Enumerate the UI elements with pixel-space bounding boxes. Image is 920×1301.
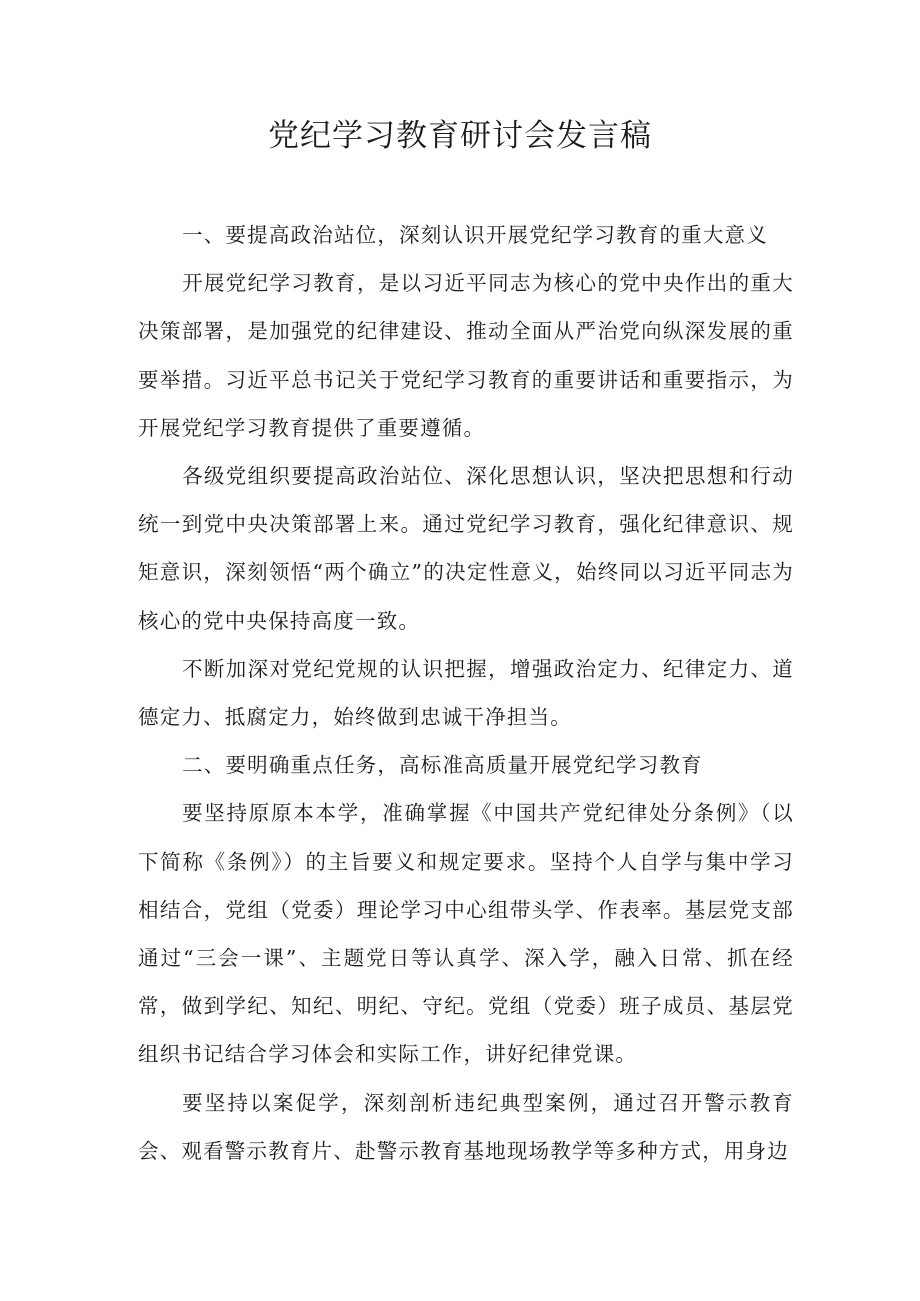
paragraph: 要坚持原原本本学，准确掌握《中国共产党纪律处分条例》（以下简称《条例》）的主旨要义和规定要求。坚持个人自学与集中学习相结合，党组（党委）理论学习中心组带头学、作表率。基层党支部通过“三会一课”、主题党日等认真学、深入学，融入日常、抓在经常，做到学纪、知纪、明纪、守纪。党组（党委）班子成员、基层党组织书记结合学习体会和实际工作，讲好纪律党课。	[138, 801, 794, 1067]
paragraph: 各级党组织要提高政治站位、深化思想认识，坚决把思想和行动统一到党中央决策部署上来。通过党纪学习教育，强化纪律意识、规矩意识，深刻领悟“两个确立”的决定性意义，始终同以习近平同志为核心的党中央保持高度一致。	[138, 464, 794, 633]
paragraph: 不断加深对党纪党规的认识把握，增强政治定力、纪律定力、道德定力、抵腐定力，始终做到忠诚干净担当。	[138, 656, 794, 730]
section-heading-2: 二、要明确重点任务，高标准高质量开展党纪学习教育	[182, 753, 703, 778]
document-title: 党纪学习教育研讨会发言稿	[268, 118, 652, 154]
section-heading-1: 一、要提高政治站位，深刻认识开展党纪学习教育的重大意义	[182, 223, 768, 247]
paragraph: 要坚持以案促学，深刻剖析违纪典型案例，通过召开警示教育会、观看警示教育片、赴警示教育基地现场教学等多种方式，用身边	[138, 1090, 794, 1163]
document-body	[138, 211, 794, 1175]
paragraph: 开展党纪学习教育，是以习近平同志为核心的党中央作出的重大决策部署，是加强党的纪律建设、推动全面从严治党向纵深发展的重要举措。习近平总书记关于党纪学习教育的重要讲话和重要指示，为开展党纪学习教育提供了重要遵循。	[138, 271, 794, 440]
